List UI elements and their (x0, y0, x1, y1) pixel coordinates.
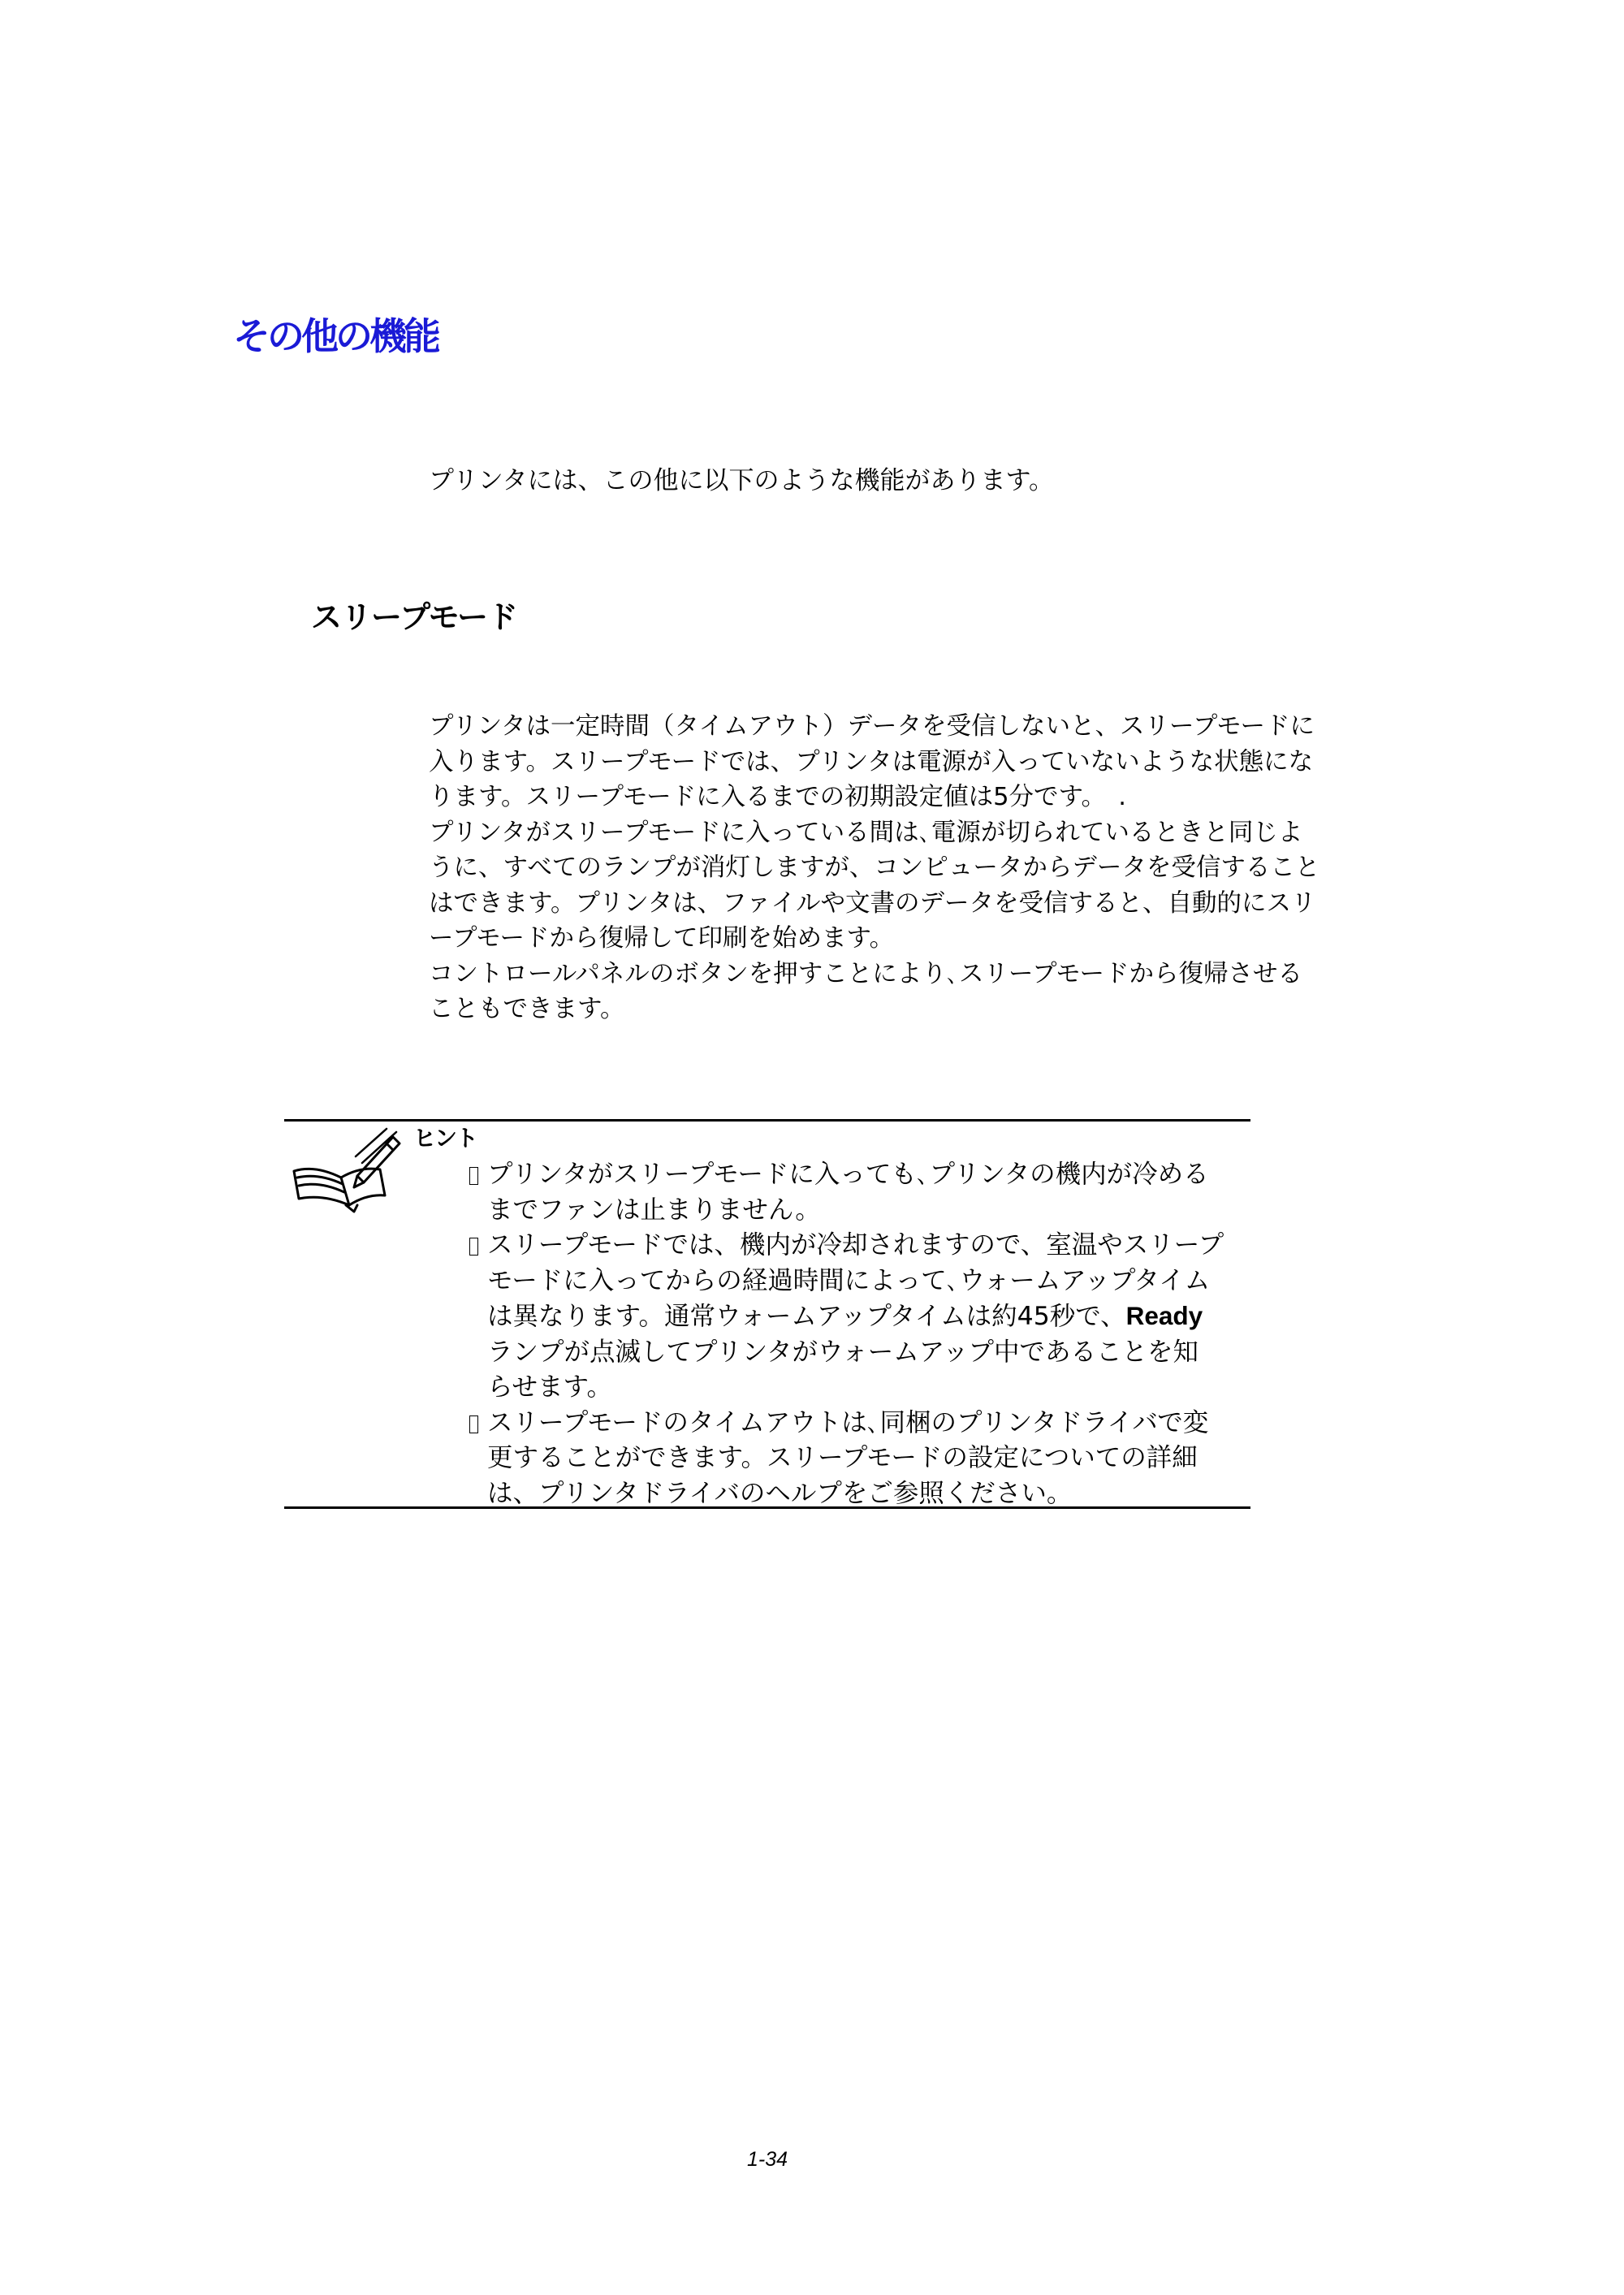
page-number: 1-34 (747, 2148, 788, 2171)
hint-line (487, 1299, 1257, 1335)
hint-item (469, 1157, 1257, 1228)
hint-line: らせます。 (487, 1372, 613, 1402)
bullet-marker (469, 1167, 478, 1185)
hint-bottom-rule (284, 1506, 1250, 1509)
body-line: 入ります。スリープモードでは、プリンタは電源が入っていないような状態にな (429, 747, 1314, 776)
bullet-marker (469, 1238, 478, 1256)
hint-item (469, 1406, 1257, 1512)
intro-paragraph: プリンタには、この他に以下のような機能があります。 (429, 466, 1055, 495)
hint-text: は異なります。通常ウォームアップタイムは約45秒で、 (487, 1302, 1126, 1331)
body-line: こともできます。 (429, 995, 625, 1023)
hint-line: スリープモードのタイムアウトは､同梱のプリンタドライバで変 (487, 1407, 1209, 1437)
body-line: ープモードから復帰して印刷を始めます。 (429, 924, 895, 953)
hint-line: ランプが点滅してプリンタがウォームアップ中であることを知 (487, 1337, 1199, 1367)
body-line: プリンタがスリープモードに入っている間は､電源が切られているときと同じよ (429, 818, 1303, 847)
body-line: ります。スリープモードに入るまでの初期設定値は5分です。 . (429, 783, 1127, 811)
hint-top-rule (284, 1119, 1250, 1122)
ready-lamp-name: Ready (1125, 1301, 1203, 1330)
sleep-mode-description (429, 709, 1387, 1027)
hint-list (469, 1157, 1257, 1511)
hint-line: スリープモードでは、機内が冷却されますので、室温やスリープ (487, 1230, 1224, 1260)
body-line: うに、すべてのランプが消灯しますが、コンピュータからデータを受信すること (429, 854, 1320, 882)
book-pencil-icon (289, 1124, 403, 1213)
body-line: コントロールパネルのボタンを押すことにより､スリープモードから復帰させる (429, 959, 1303, 988)
body-line: プリンタは一定時間（タイムアウト）データを受信しないと、スリープモードに (429, 712, 1315, 741)
hint-line: モードに入ってからの経過時間によって､ウォームアップタイム (487, 1265, 1211, 1295)
hint-line: プリンタがスリープモードに入っても､プリンタの機内が冷める (487, 1160, 1209, 1189)
hint-item (469, 1228, 1257, 1406)
section-heading-sleep-mode: スリープモード (311, 599, 518, 635)
page-title: その他の機能 (233, 314, 438, 358)
body-line: はできます。プリンタは、ファイルや文書のデータを受信すると、自動的にスリ (429, 888, 1316, 918)
bullet-marker (469, 1415, 478, 1433)
hint-line: までファンは止まりません。 (487, 1195, 821, 1225)
hint-line: 更することができます。スリープモードの設定についての詳細 (487, 1443, 1198, 1472)
hint-line: は、プリンタドライバのヘルプをご参照ください。 (487, 1478, 1073, 1508)
hint-label: ヒント (413, 1125, 477, 1152)
